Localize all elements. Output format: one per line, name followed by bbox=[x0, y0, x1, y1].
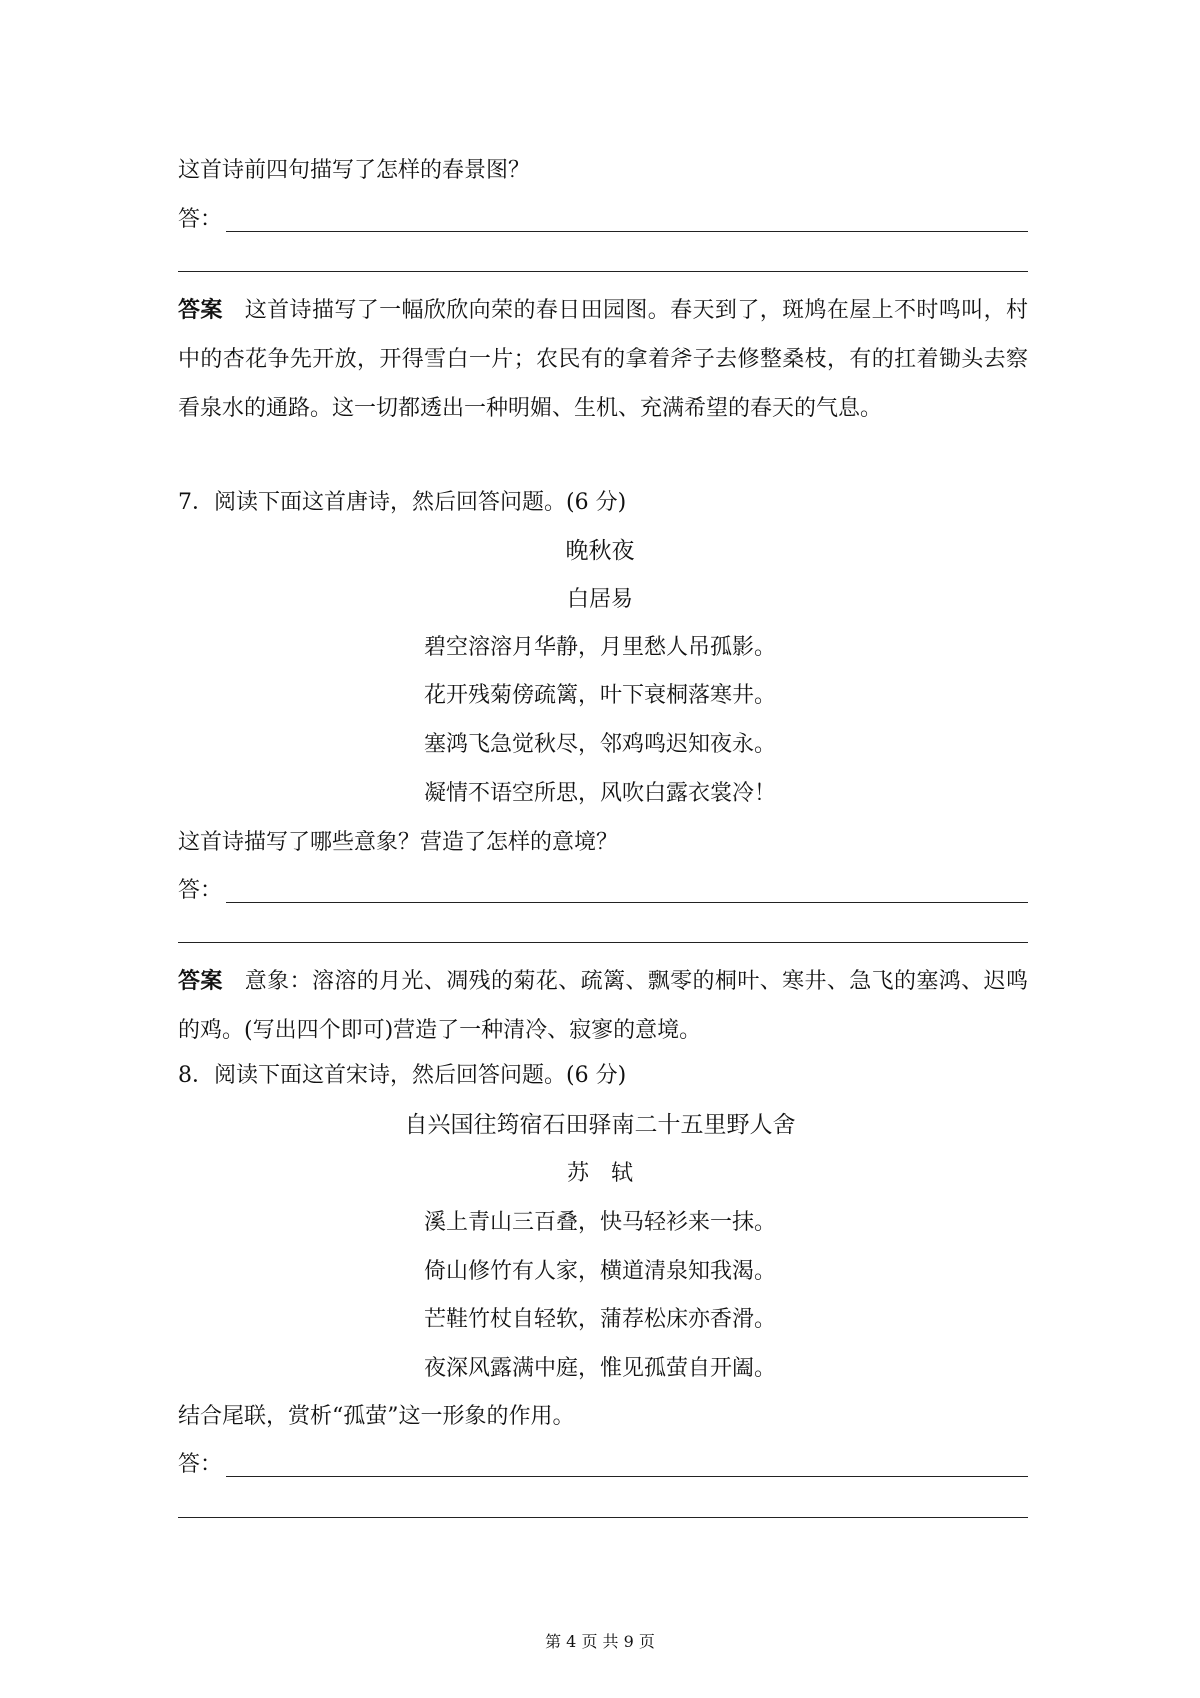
q8-poem-line-1: 溪上青山三百叠，快马轻衫来一抹。 bbox=[423, 1210, 776, 1235]
q7-poem-title: 晚秋夜 bbox=[565, 538, 635, 564]
q6-answer-text: 这首诗描写了一幅欣欣向荣的春日田园图。春天到了，斑鸠在屋上不时鸣叫，村中的杏花争先开放，开得雪白一片；农民有的拿着斧子去修整桑枝，有的扛着锄头去察看泉水的通路。这一切都透出一种明媚、生机、充满希望的春天的气息。 bbox=[178, 298, 1028, 421]
question-8-heading: 8．阅读下面这首宋诗，然后回答问题。(6 分) bbox=[178, 1063, 627, 1088]
answer-underline bbox=[226, 1476, 1028, 1477]
q6-answer-key bbox=[178, 286, 1028, 433]
q8-answer-field[interactable] bbox=[178, 1450, 1028, 1480]
q8-poem-line-2: 倚山修竹有人家，横道清泉知我渴。 bbox=[423, 1259, 776, 1284]
answer-lead: 答： bbox=[178, 207, 223, 232]
q7-poem-line-1: 碧空溶溶月华静，月里愁人吊孤影。 bbox=[423, 635, 776, 660]
answer-lead: 答： bbox=[178, 878, 223, 903]
answer-key-label: 答案 bbox=[178, 968, 223, 994]
answer-underline bbox=[226, 231, 1028, 232]
q6-answer-line-2[interactable] bbox=[178, 271, 1028, 272]
q8-poem-line-4: 夜深风露满中庭，惟见孤萤自开阖。 bbox=[423, 1356, 776, 1381]
question-7-heading: 7．阅读下面这首唐诗，然后回答问题。(6 分) bbox=[178, 490, 627, 515]
q7-poem-line-2: 花开残菊傍疏篱，叶下衰桐落寒井。 bbox=[423, 683, 776, 708]
q7-answer-field[interactable] bbox=[178, 876, 1028, 906]
page-footer: 第 4 页 共 9 页 bbox=[545, 1632, 655, 1651]
q7-poem-line-3: 塞鸿飞急觉秋尽，邻鸡鸣迟知夜永。 bbox=[423, 732, 776, 757]
q8-poem-author: 苏 轼 bbox=[566, 1161, 633, 1186]
q7-poem-line-4: 凝情不语空所思，风吹白露衣裳冷！ bbox=[423, 781, 776, 806]
answer-key-label: 答案 bbox=[178, 297, 223, 323]
q8-poem-line-3: 芒鞋竹杖自轻软，蒲荐松床亦香滑。 bbox=[423, 1307, 776, 1332]
q6-answer-field[interactable] bbox=[178, 205, 1028, 235]
answer-underline bbox=[226, 902, 1028, 903]
q7-answer-text: 意象：溶溶的月光、凋残的菊花、疏篱、飘零的桐叶、寒井、急飞的塞鸿、迟鸣的鸡。(写出四个即可)营造了一种清冷、寂寥的意境。 bbox=[178, 969, 1028, 1043]
q8-answer-line-2[interactable] bbox=[178, 1517, 1028, 1518]
q7-poem-author: 白居易 bbox=[566, 587, 633, 612]
q7-answer-key bbox=[178, 957, 1028, 1055]
question-8-prompt: 结合尾联，赏析“孤萤”这一形象的作用。 bbox=[178, 1404, 575, 1429]
q8-poem-title: 自兴国往筠宿石田驿南二十五里野人舍 bbox=[404, 1112, 796, 1138]
q7-answer-line-2[interactable] bbox=[178, 942, 1028, 943]
question-7-prompt: 这首诗描写了哪些意象？营造了怎样的意境？ bbox=[178, 830, 619, 855]
answer-lead: 答： bbox=[178, 1452, 223, 1477]
question-6-prompt: 这首诗前四句描写了怎样的春景图？ bbox=[178, 158, 531, 183]
